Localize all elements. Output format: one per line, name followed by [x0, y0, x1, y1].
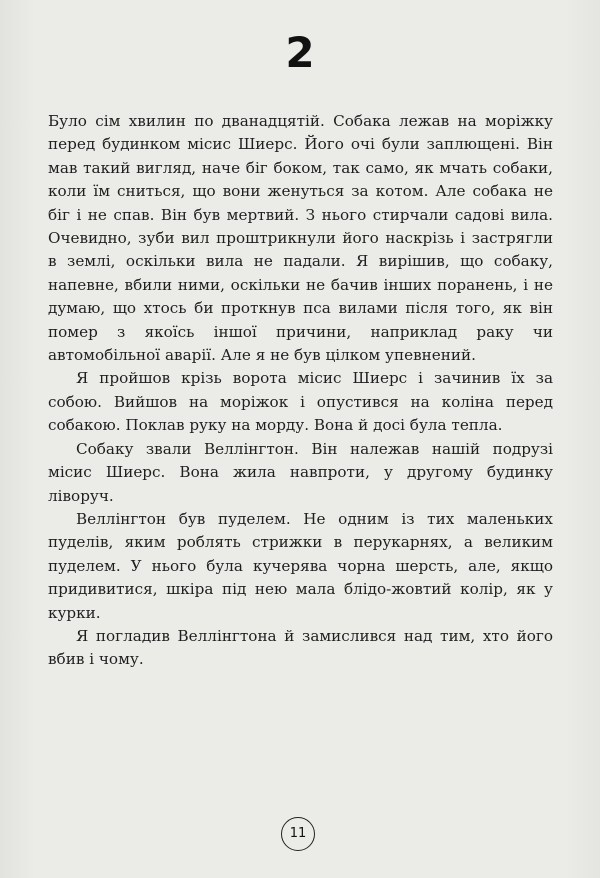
- chapter-number: 2: [285, 28, 315, 77]
- page-number: 11: [281, 817, 315, 851]
- paragraph: Було сім хвилин по дванадцятій. Собака лежав на моріжку перед будинком місис Шиерс. Його очі були заплющені. Він мав такий вигляд, наче біг боком, так само, як мчать собаки, коли їм сниться, що вони женуться за котом. Але собака не біг і не спав. Він був мертвий. З нього стирчали садові вила. Очевидно, зуби вил проштрикнули його наскрізь і застрягли в землі, оскільки вила не падали. Я вирішив, що собаку, напевне, вбили ними, оскільки не бачив інших поранень, і не думаю, що хтось би проткнув пса вилами після того, як він помер з якоїсь іншої причини, наприклад раку чи автомобільної аварії. Але я не був цілком упевнений.: [48, 112, 553, 365]
- paragraph: Собаку звали Веллінгтон. Він належав нашій подрузі місис Шиерс. Вона жила навпроти, у другому будинку ліворуч.: [48, 439, 553, 505]
- paragraph: Веллінгтон був пуделем. Не одним із тих маленьких пуделів, яким роблять стрижки в перукарнях, а великим пуделем. У нього була кучерява чорна шерсть, але, якщо придивитися, шкіра під нею мала блідо-жовтий колір, як у курки.: [48, 509, 553, 622]
- paragraph: Я пройшов крізь ворота місис Шиерс і зачинив їх за собою. Вийшов на моріжок і опустився на коліна перед собакою. Поклав руку на морду. Вона й досі була тепла.: [48, 369, 553, 435]
- paragraph: Я погладив Веллінгтона й замислився над тим, хто його вбив і чому.: [48, 626, 553, 669]
- chapter-body: [48, 110, 553, 672]
